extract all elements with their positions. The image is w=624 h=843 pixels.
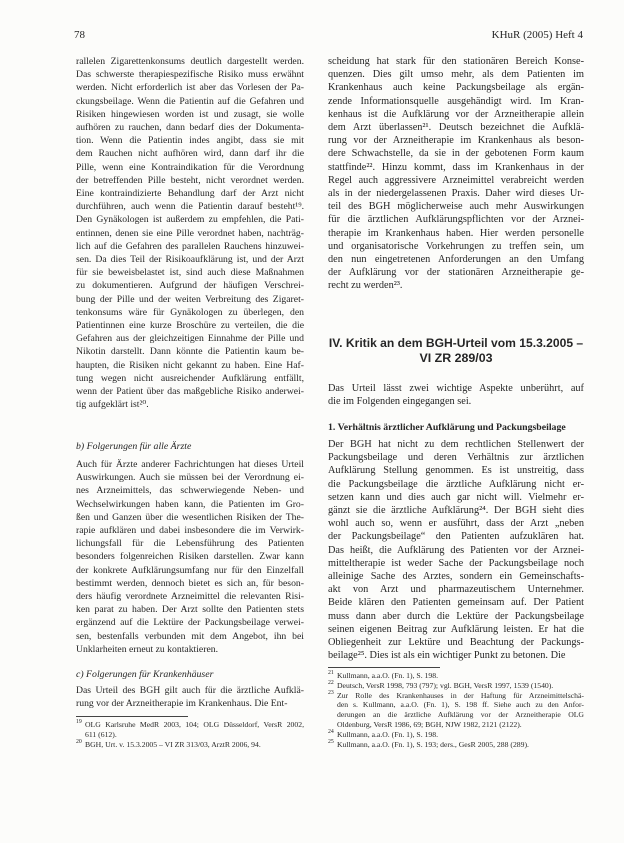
footnote-line: derungen an die ärztliche Aufklärung vor der Arzneitherapie OLG: [337, 710, 584, 720]
text-line: stattfinde²². Hinzu kommt, dass im Krankenhaus in der: [328, 161, 584, 173]
left-column: [76, 0, 304, 843]
footnote-divider: [328, 667, 440, 668]
footnote-number: 19: [76, 719, 82, 725]
text-line: für sie beweisbelastet ist, sind auch diese Maßnahmen: [76, 267, 304, 279]
text-line: nes Arzneimittels, das schwerwiegende Neben- und: [76, 485, 304, 497]
text-line: setzen kann und dies auch gar nicht will. Vielmehr er-: [328, 491, 584, 503]
footnote: [328, 730, 584, 740]
text-line: werden. Nicht erforderlich ist aber das Vorlesen der Pa-: [76, 82, 304, 94]
text-line: mitteltherapie ist weder Sache der Packungsbeilage noch: [328, 557, 584, 569]
text-line: lich auf die Gefahren des parallelen Rauchens hinzuwei-: [76, 240, 304, 252]
text-line: zu dokumentieren. Aufgrund der häufigen Verschrei-: [76, 280, 304, 292]
paragraph: [76, 458, 304, 656]
text-line: rallelen Zigarettenkonsums deutlich dargestellt werden.: [76, 56, 304, 67]
footnote-number: 21: [328, 670, 334, 676]
text-line: ken parat zu haben. Der Arzt sollte den Patienten stets: [76, 604, 304, 616]
footnote-line: BGH, Urt. v. 15.3.2005 – VI ZR 313/03, ArztR 2006, 94.: [85, 739, 261, 749]
text-line: tig aufgeklärt ist²⁰.: [76, 399, 149, 411]
footnote-line: den s. Kullmann, a.a.O. (Fn. 1), S. 198 ff. Siehe auch zu den Anfor-: [337, 700, 584, 710]
text-line: ders häufig verordnete Arzneimittel die relevanten Risi-: [76, 591, 304, 603]
text-line: muss dann aber durch die Lektüre der Packungsbeilage: [328, 610, 584, 622]
text-line: Regel auch aggressivere Arzneimittel verabreicht werden: [328, 174, 584, 186]
section-heading: b) Folgerungen für alle Ärzte: [76, 441, 192, 452]
text-line: scheidung hat stark für den stationären Bereich Konse-: [328, 56, 584, 67]
text-line: Unklarheiten erneut zu kontaktieren.: [76, 643, 219, 655]
text-line: Obliegenheit zur Lektüre und Beachtung der Packungs-: [328, 637, 584, 649]
text-line: tion. Wenn die Patientin indes angibt, dass sie mit: [76, 135, 304, 147]
text-line: und organisatorische Vorkehrungen zu treffen sein, um: [328, 240, 584, 252]
paragraph: [328, 382, 584, 408]
text-line: aufhören zu rauchen, dann bedarf dies der Dokumenta-: [76, 122, 304, 134]
footnote-divider: [76, 716, 188, 717]
page-number: 78: [74, 29, 85, 41]
text-line: gänzt sie die ärztliche Aufklärung²⁴. Der BGH sieht dies: [328, 505, 584, 517]
text-line: als in der niedergelassenen Praxis. Daher wird dieses Ur-: [328, 188, 584, 200]
footnote: [76, 740, 304, 750]
text-line: wenn der Patient über das maßgebliche Risiko anderwei-: [76, 386, 304, 398]
text-line: besonders folgenreichen Risiken darstellen. Zwar kann: [76, 551, 304, 563]
text-line: der Packungsbeilage“ den Patienten aufzuklären hat.: [328, 531, 584, 543]
text-line: der Aufklärung vor der stationären Arzneitherapie ge-: [328, 267, 584, 279]
text-line: bestimmt werden, dennoch bietet es sich an, für beson-: [76, 577, 304, 589]
text-line: teil des BGH möglicherweise auch mehr Auswirkungen: [328, 201, 584, 213]
section-heading: c) Folgerungen für Krankenhäuser: [76, 669, 214, 680]
footnote: [76, 720, 304, 740]
text-line: entinnen, denen sie eine Pille verordnet haben, nachträg-: [76, 227, 304, 239]
text-line: Patientinnen eine kurze Broschüre zu verteilen, die die: [76, 320, 304, 332]
footnote-line: OLG Karlsruhe MedR 2003, 104; OLG Düsseldorf, VersR 2002,: [85, 720, 304, 729]
text-line: akt von Arzt und pharmazeutischem Unternehmer.: [328, 584, 584, 596]
text-line: Eine kontraindizierte Behandlung darf der Arzt nicht: [76, 188, 304, 200]
footnote-number: 24: [328, 728, 334, 735]
footnote: [328, 681, 584, 691]
journal-issue: KHuR (2005) Heft 4: [491, 29, 583, 41]
text-line: Das Urteil des BGH gilt auch für die ärztliche Aufklä-: [76, 685, 304, 696]
footnote-line: Deutsch, VersR 1998, 793 (797); vgl. BGH, VersR 1997, 1539 (1540).: [337, 680, 554, 690]
chapter-heading: [328, 336, 584, 366]
text-line: sen, bestenfalls verbunden mit dem Angebot, ihn bei: [76, 630, 304, 642]
text-line: dem Rauchen nicht aufhören wird, dann darf ihr die: [76, 148, 304, 160]
footnotes: [328, 671, 584, 749]
text-line: rapie aufklären und dabei insbesondere die im Verwirk-: [76, 525, 304, 537]
text-line: Das Urteil lässt zwei wichtige Aspekte unberührt, auf: [328, 383, 584, 394]
text-line: lichungsfall für die Lebensführung des Patienten: [76, 538, 304, 550]
text-line: dem Arzt überlassen²¹. Deutsch bezeichnet die Aufklä-: [328, 122, 584, 134]
text-line: ergänzend auf die Lektüre der Packungsbeilage verwei-: [76, 617, 304, 629]
text-line: alleinige Sache des Arztes, sondern ein Gemeinschafts-: [328, 571, 584, 583]
text-line: tung wegen nicht ausreichender Aufklärung entfällt,: [76, 372, 304, 384]
footnote-number: 22: [328, 679, 334, 686]
text-line: Gefahren aus der gleichzeitigen Einnahme der Pille und: [76, 333, 304, 345]
text-line: rung vor der Arzneitherapie im Krankenhaus. Die Ent-: [76, 698, 288, 710]
text-line: therapie im Krankenhaus haben. Hier werden personelle: [328, 227, 584, 239]
footnote: [328, 740, 584, 750]
footnote-number: 25: [328, 738, 334, 745]
text-line: quenzen. Dies gilt umso mehr, als dem Patienten im: [328, 69, 584, 81]
text-line: bung der Pille und der weiten Verbreitung des Zigaret-: [76, 293, 304, 305]
text-line: haupten, die Risiken nicht gekannt zu haben. Eine Haf-: [76, 359, 304, 371]
heading-line: IV. Kritik an dem BGH-Urteil vom 15.3.2005 –: [328, 336, 584, 350]
text-line: für die ärztlichen Aufklärungspflichten vor der Arznei-: [328, 214, 584, 226]
footnotes: [76, 720, 304, 749]
text-line: der konkrete Aufklärungsumfang nur für den Einzelfall: [76, 564, 304, 576]
paragraph: [328, 55, 584, 293]
footnote: [328, 671, 584, 681]
footnote: [328, 691, 584, 730]
text-line: Den Gynäkologen ist außerdem zu empfehlen, die Pati-: [76, 214, 304, 226]
text-line: Auch für Ärzte anderer Fachrichtungen hat dieses Urteil: [76, 459, 304, 470]
text-line: wohl auch so, wenn er ausführt, dass der Arzt „neben: [328, 518, 584, 530]
footnote-line: Kullmann, a.a.O. (Fn. 1), S. 198.: [337, 729, 438, 739]
text-line: Aufklärung Stellung genommen. Es ist unstreitig, dass: [328, 465, 584, 477]
footnote-line: Kullmann, a.a.O. (Fn. 1), S. 193; ders., GesR 2005, 288 (289).: [337, 739, 529, 749]
text-line: ckungsbeilage. Wenn die Patientin auf die Gefahren und: [76, 95, 304, 107]
text-line: seinen eigenen Beitrag zur Aufklärung leisten. Er hat die: [328, 623, 584, 635]
text-line: tenkonsums wäre für Gynäkologen zu überlegen, den: [76, 306, 304, 318]
text-line: Beide klären den Patienten gemeinsam auf. Der Patient: [328, 597, 584, 609]
section-heading: 1. Verhältnis ärztlicher Aufklärung und Packungsbeilage: [328, 422, 566, 433]
text-line: Packungsbeilage und deren Verhältnis zur ärztlichen: [328, 452, 584, 464]
text-line: beilage²⁵. Dies ist als ein wichtiger Punkt zu betonen. Die: [328, 650, 566, 662]
text-line: sen. Da dies Teil der Risikoaufklärung ist, und der Arzt: [76, 254, 304, 266]
text-line: Auswirkungen. Auch sie müssen bei der Verordnung ei-: [76, 472, 304, 484]
text-line: durchführen, auch wenn die Patientin darauf besteht¹⁹.: [76, 201, 304, 213]
text-line: rung vor der Arzneitherapie im Krankenhaus als beson-: [328, 135, 584, 147]
paragraph: [328, 438, 584, 662]
right-column: [328, 0, 584, 843]
text-line: den nun eingetretenen Anforderungen an den Umfang: [328, 254, 584, 266]
text-line: Das heißt, die Aufklärung des Patienten vor der Arznei-: [328, 544, 584, 556]
text-line: dere Schwachstelle, da sie in der gebotenen Form kaum: [328, 148, 584, 160]
text-line: Der BGH hat nicht zu dem rechtlichen Stellenwert der: [328, 439, 584, 450]
footnote-number: 20: [76, 738, 82, 745]
text-line: recht zu werden²³.: [328, 280, 403, 292]
text-line: die Packungsbeilage die ärztliche Aufklärung nicht er-: [328, 478, 584, 490]
text-line: Nikotin darstellt. Dann könnte die Patientin kaum be-: [76, 346, 304, 358]
text-line: Pille, wenn eine Kontraindikation für die Verordnung: [76, 161, 304, 173]
footnote-line: 611 (612).: [85, 729, 117, 739]
text-line: Risiken hingewiesen worden ist und zusagt, sie wolle: [76, 108, 304, 120]
footnote-number: 23: [328, 689, 334, 696]
text-line: Krankenhaus auch keine Packungsbeilage als ergän-: [328, 82, 584, 94]
text-line: Das schwerste therapiespezifische Risiko muss erwähnt: [76, 69, 304, 81]
footnote-line: Oldenburg, VersR 1986, 69; BGH, NJW 1982, 2121 (2122).: [337, 719, 522, 729]
footnote-line: Kullmann, a.a.O. (Fn. 1), S. 198.: [337, 671, 438, 680]
text-line: zende Informationsquelle ausgehändigt wird. Im Kran-: [328, 95, 584, 107]
heading-line: VI ZR 289/03: [419, 351, 493, 365]
footnote-line: Zur Rolle des Krankenhauses in der Haftung für Arzneimittelschä-: [337, 690, 584, 700]
text-line: der betreffenden Pille besteht, nicht verordnet werden.: [76, 174, 304, 186]
text-line: die im Folgenden eingegangen sei.: [328, 396, 472, 408]
paragraph: [76, 55, 304, 411]
text-line: kenhaus ist die Aufklärung vor der Arzneitherapie allein: [328, 108, 584, 120]
paragraph: [76, 684, 304, 710]
text-line: Wechselwirkungen haben kann, die Patienten im Gro-: [76, 498, 304, 510]
text-line: ßen und Ganzen über die wesentlichen Risiken der The-: [76, 511, 304, 523]
